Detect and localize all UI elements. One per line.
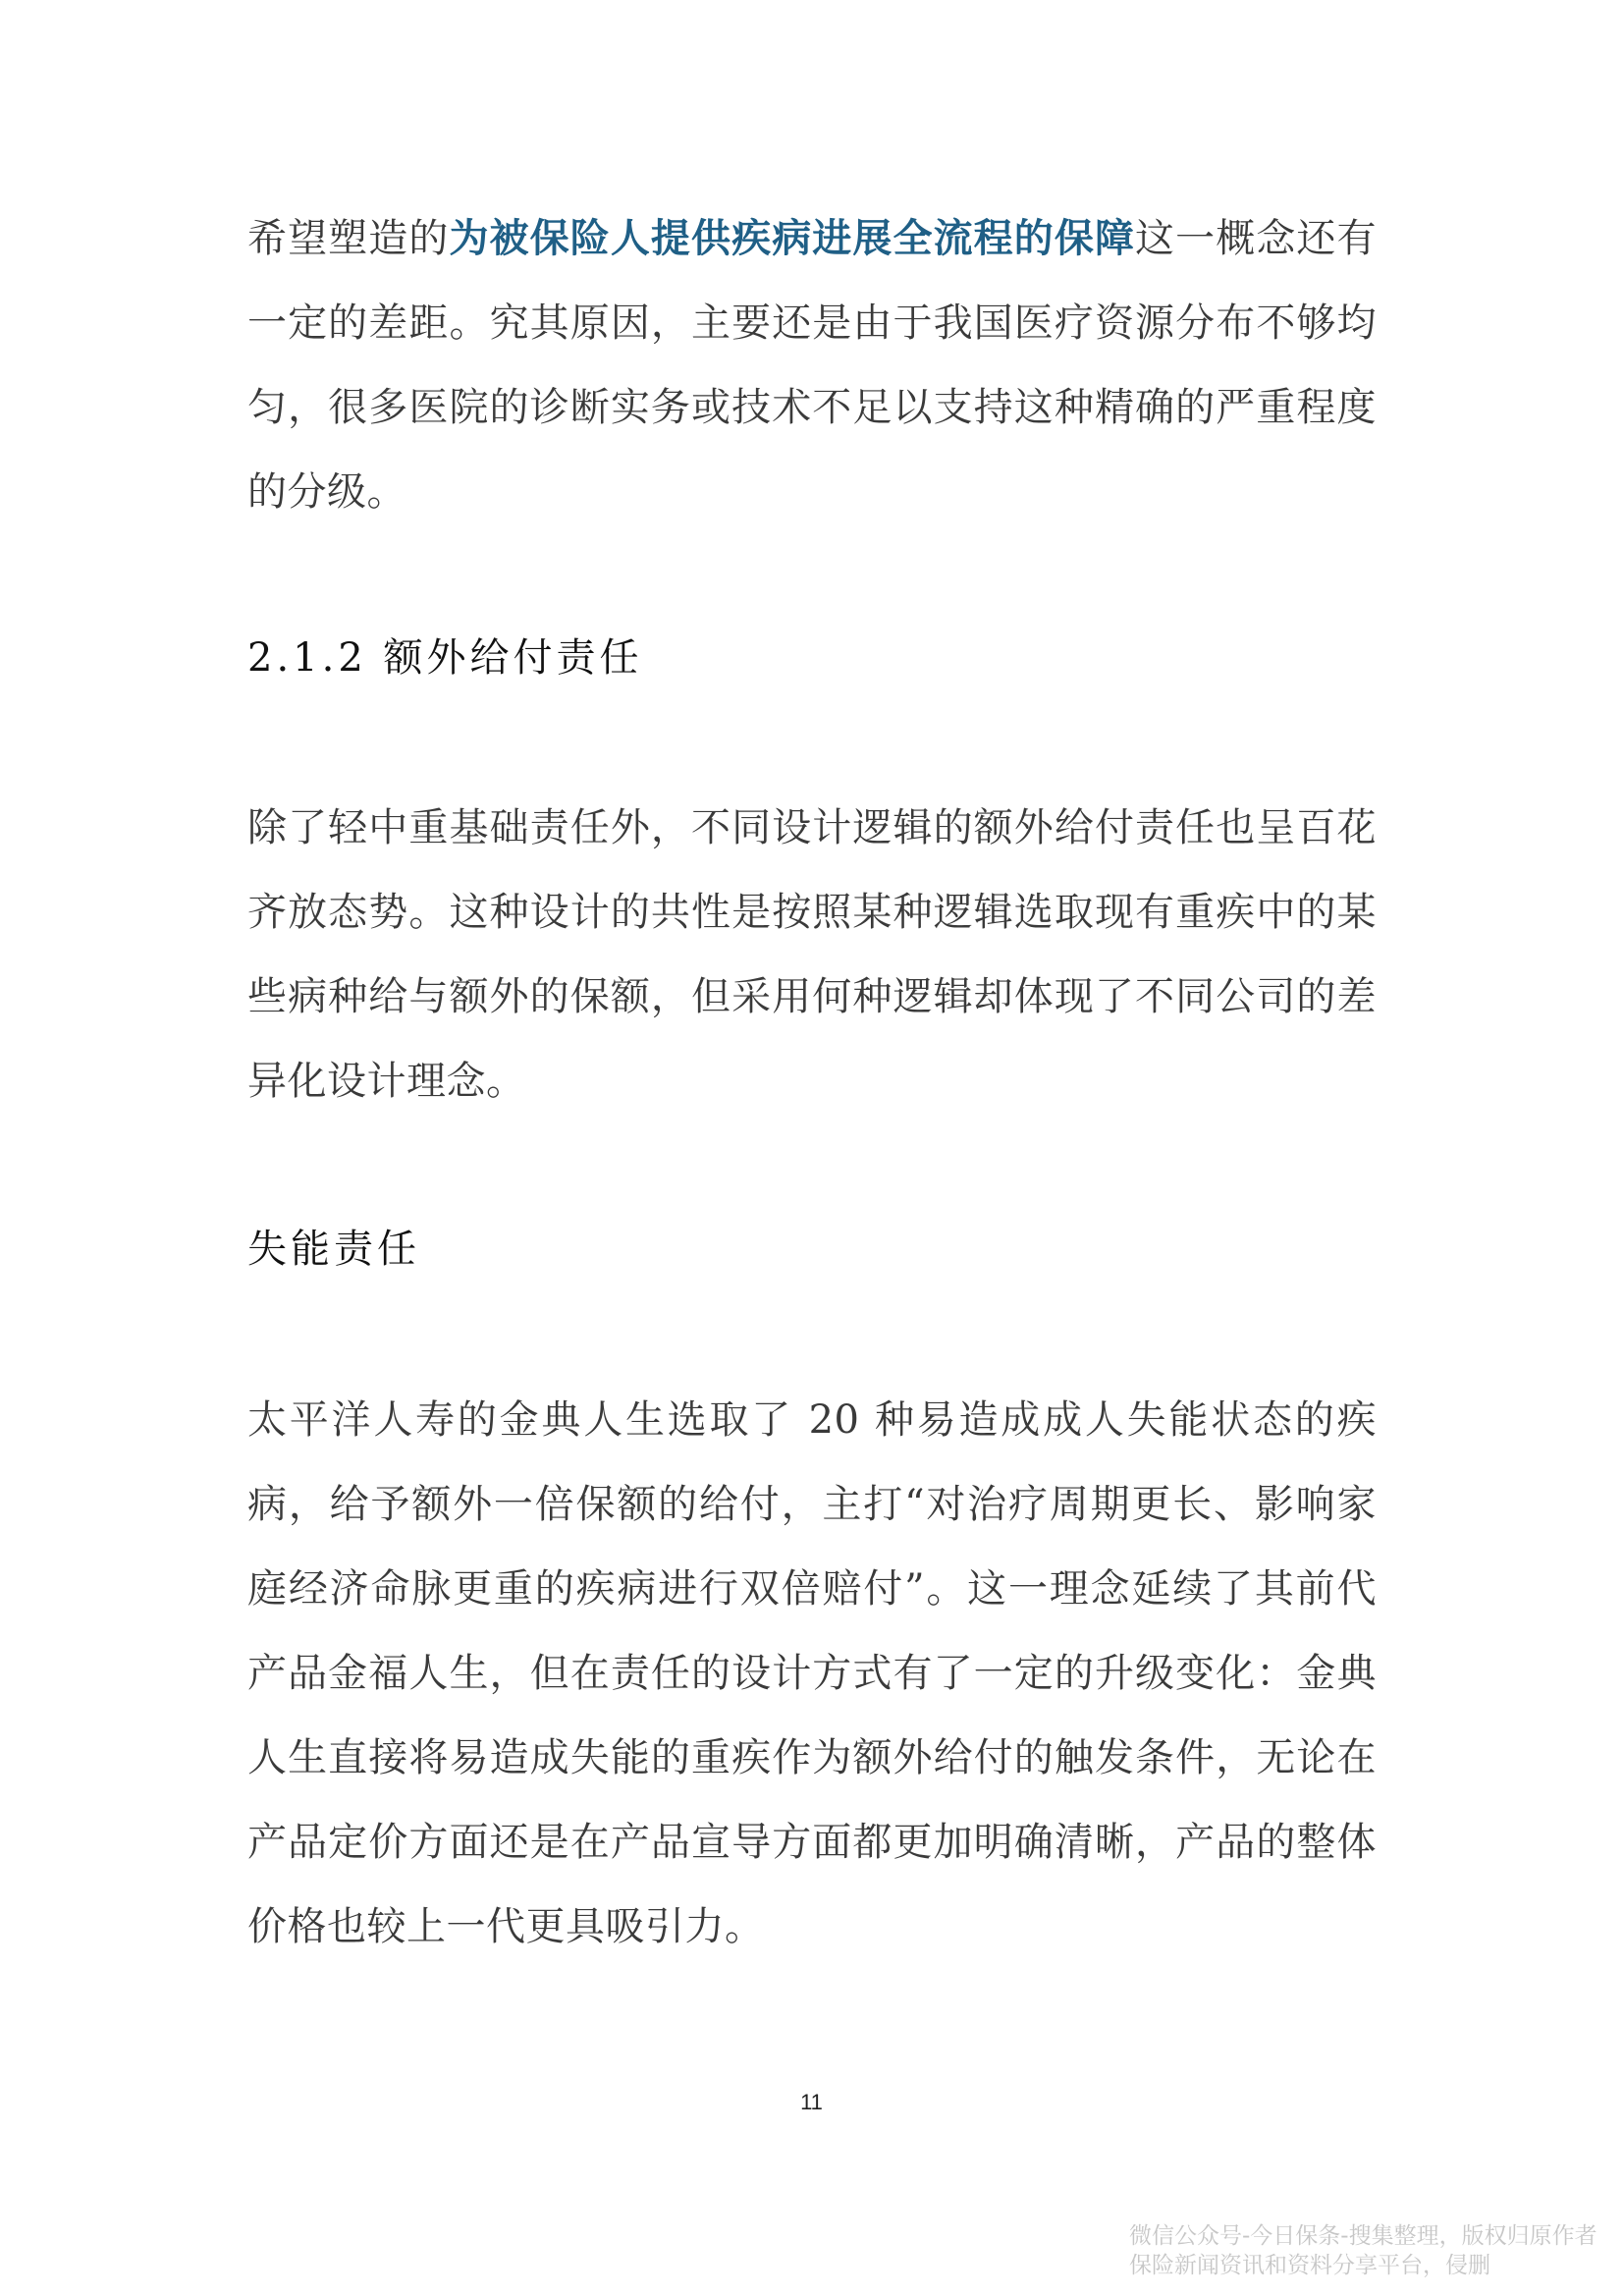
- paragraph-disability-liability: 太平洋人寿的金典人生选取了 20 种易造成成人失能状态的疾病，给予额外一倍保额的给付，主打“对治疗周期更长、影响家庭经济命脉更重的疾病进行双倍赔付”。这一理念延续了其前代产品金福人生，但在责任的设计方式有了一定的升级变化：金典人生直接将易造成失能的重疾作为额外给付的触发条件，无论在产品定价方面还是在产品宣导方面都更加明确清晰，产品的整体价格也较上一代更具吸引力。: [247, 1397, 1377, 1949]
- paragraph-full-process-coverage: [247, 196, 1377, 534]
- paragraph-text: 这一概念还有一定的差距。究其原因，主要还是由于我国医疗资源分布不够均匀，很多医院的诊断实务或技术不足以支持这种精确的严重程度的分级。: [247, 216, 1378, 515]
- paragraph-text: 希望塑造的: [247, 216, 450, 261]
- watermark-line: 微信公众号-今日保条-搜集整理，版权归原作者: [1129, 2223, 1597, 2249]
- highlighted-phrase: 为被保险人提供疾病进展全流程的保障: [449, 216, 1136, 261]
- paragraph-extra-benefit: 除了轻中重基础责任外，不同设计逻辑的额外给付责任也呈百花齐放态势。这种设计的共性是按照某种逻辑选取现有重疾中的某些病种给与额外的保额，但采用何种逻辑却体现了不同公司的差异化设计理念。: [247, 805, 1377, 1104]
- section-heading-2-1-2: 2.1.2 额外给付责任: [247, 635, 643, 681]
- section-heading-disability: 失能责任: [247, 1227, 420, 1272]
- page-number: 11: [800, 2090, 823, 2114]
- watermark: [1129, 2221, 1620, 2280]
- watermark-line: 保险新闻资讯和资料分享平台，侵删: [1129, 2253, 1490, 2278]
